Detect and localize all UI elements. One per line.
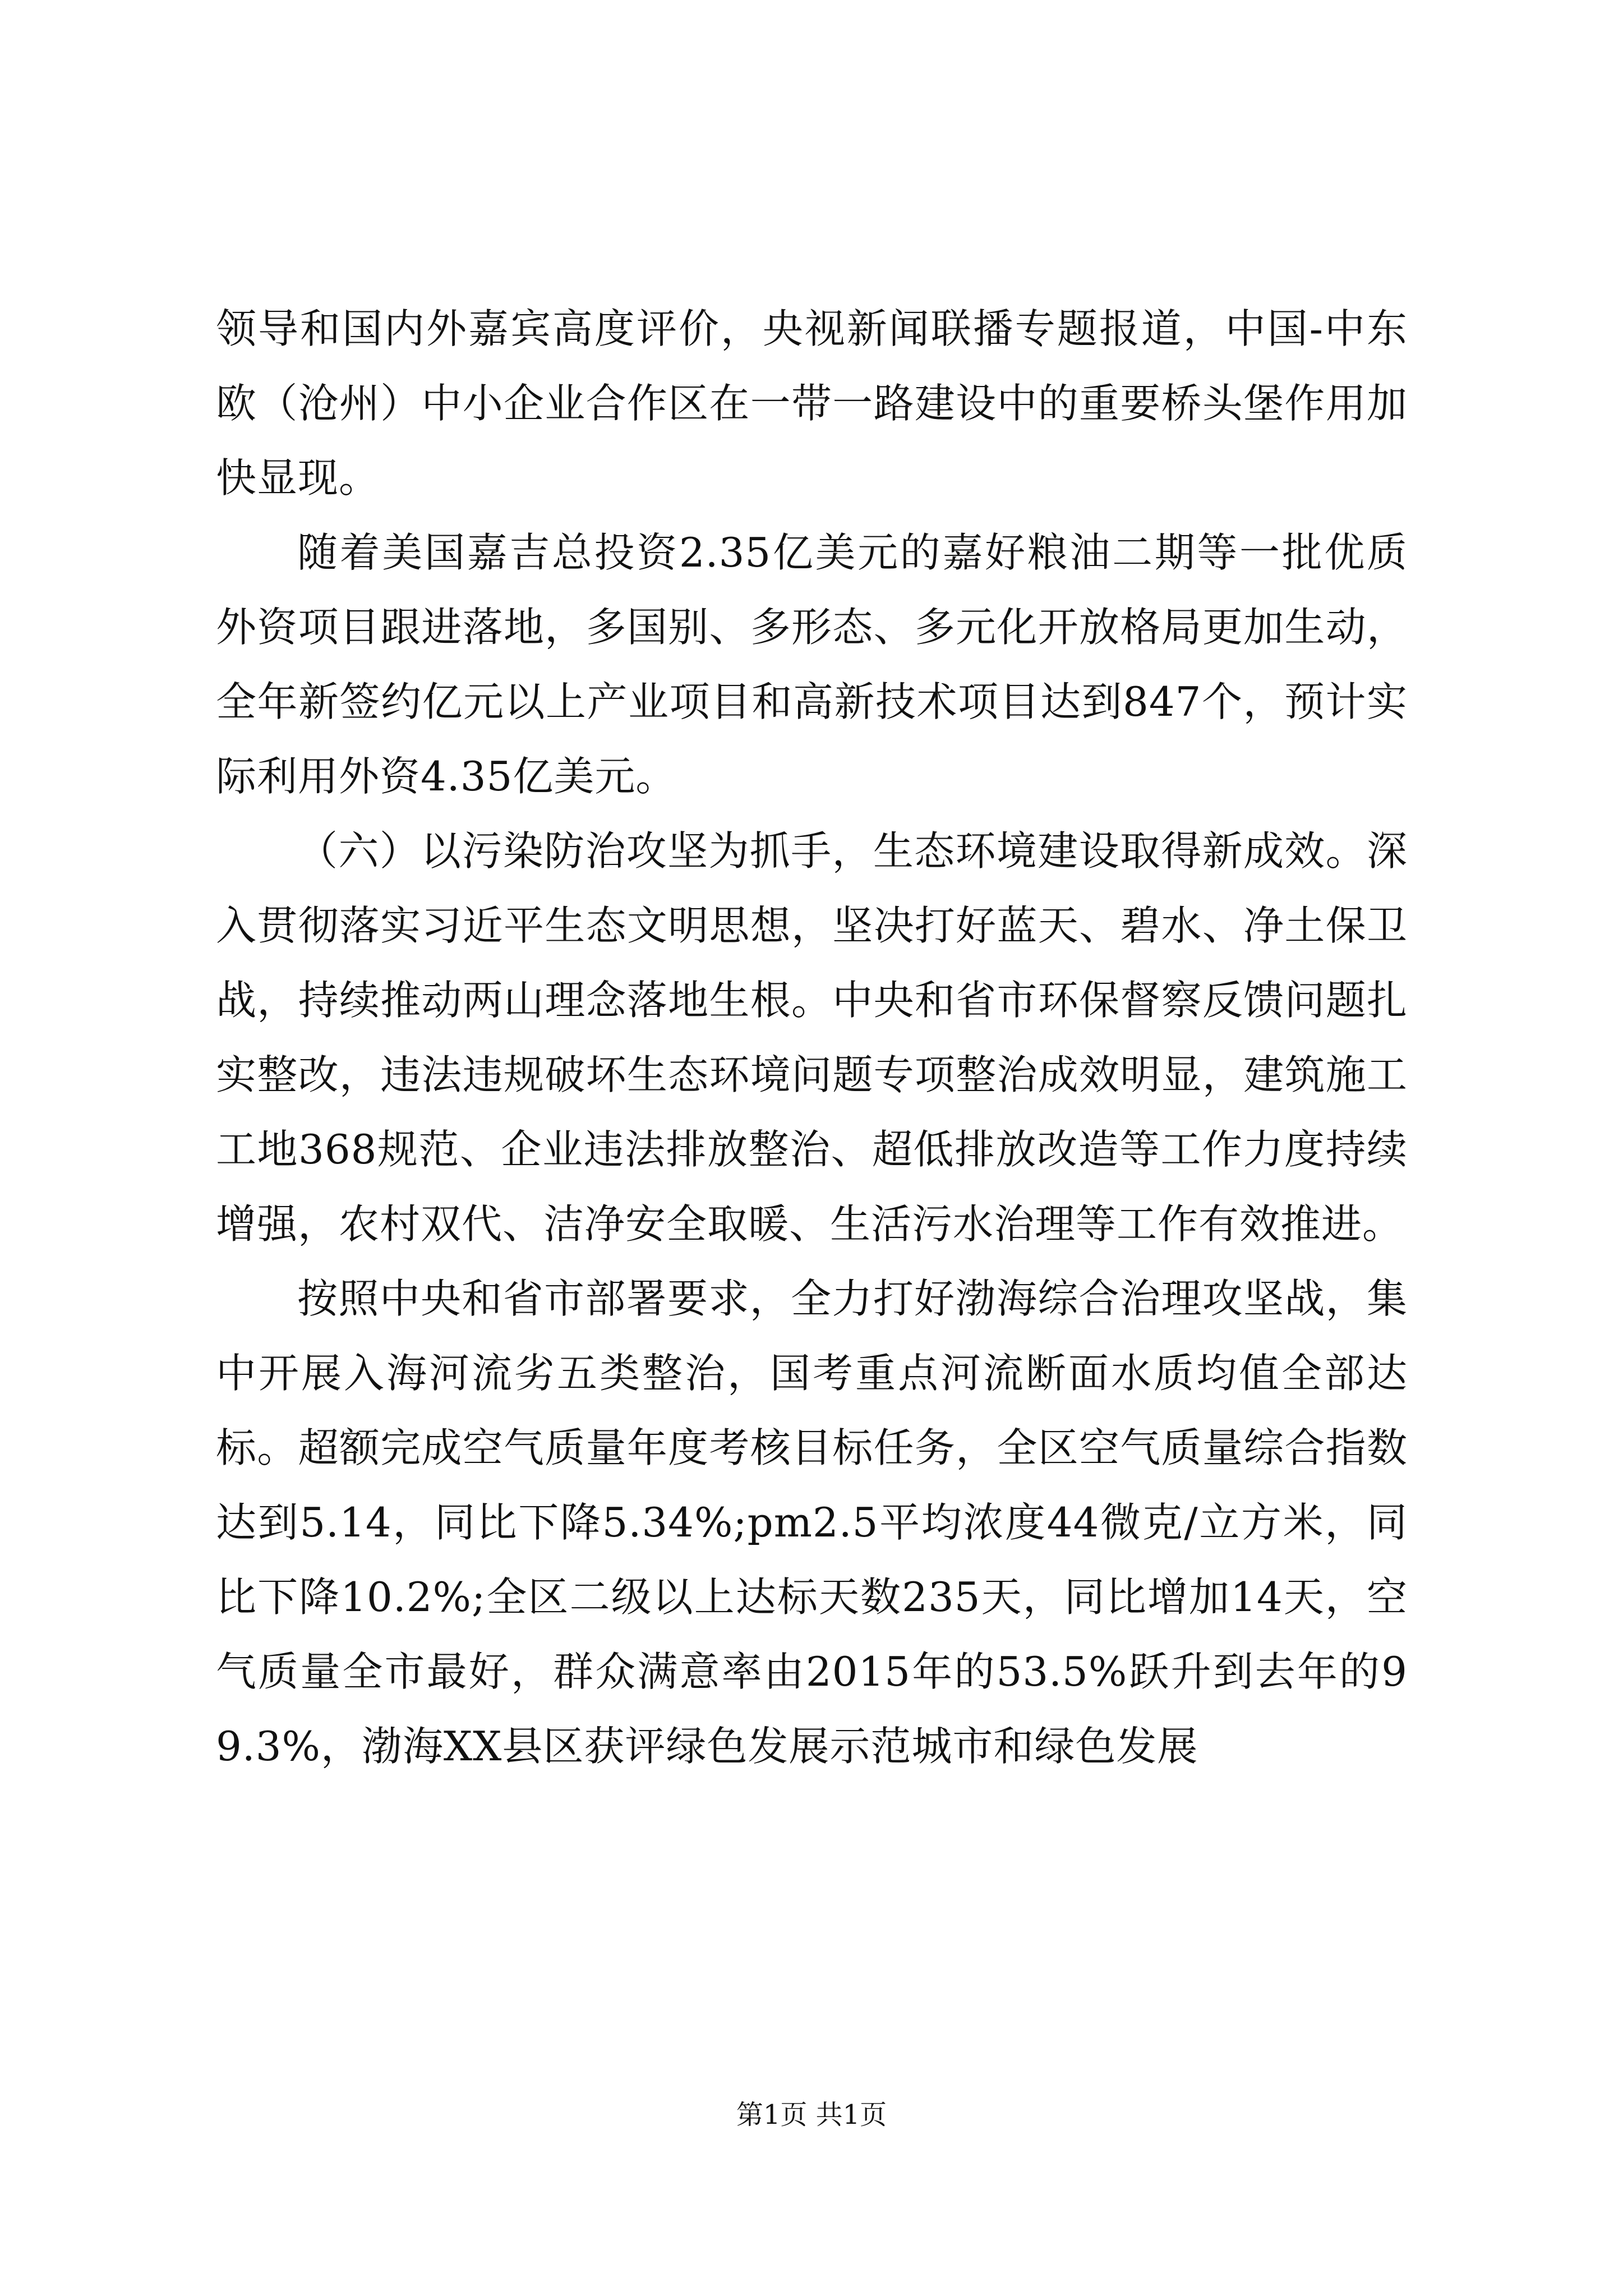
paragraph-2: 随着美国嘉吉总投资2.35亿美元的嘉好粮油二期等一批优质外资项目跟进落地，多国别、多形态、多元化开放格局更加生动，全年新签约亿元以上产业项目和高新技术项目达到847个，预计实际利用外资4.35亿美元。 [216, 529, 1408, 800]
page-footer [0, 2098, 1623, 2132]
page-number-label: 第1页 共1页 [736, 2099, 887, 2131]
paragraph-3: （六）以污染防治攻坚为抓手，生态环境建设取得新成效。深入贯彻落实习近平生态文明思想，坚决打好蓝天、碧水、净土保卫战，持续推动两山理念落地生根。中央和省市环保督察反馈问题扎实整改，违法违规破坏生态环境问题专项整治成效明显，建筑施工工地368规范、企业违法排放整治、超低排放改造等工作力度持续增强，农村双代、洁净安全取暖、生活污水治理等工作有效推进。 [216, 827, 1408, 1248]
paragraph-4: 按照中央和省市部署要求，全力打好渤海综合治理攻坚战，集中开展入海河流劣五类整治，国考重点河流断面水质均值全部达标。超额完成空气质量年度考核目标任务，全区空气质量综合指数达到5.14，同比下降5.34%;pm2.5平均浓度44微克/立方米，同比下降10.2%;全区二级以上达标天数235天，同比增加14天，空气质量全市最好，群众满意率由2015年的53.5%跃升到去年的99.3%，渤海XX县区获评绿色发展示范城市和绿色发展 [216, 1275, 1408, 1770]
paragraph-1: 领导和国内外嘉宾高度评价，央视新闻联播专题报道，中国-中东欧（沧州）中小企业合作区在一带一路建设中的重要桥头堡作用加快显现。 [216, 305, 1408, 501]
document-body [216, 292, 1408, 1784]
